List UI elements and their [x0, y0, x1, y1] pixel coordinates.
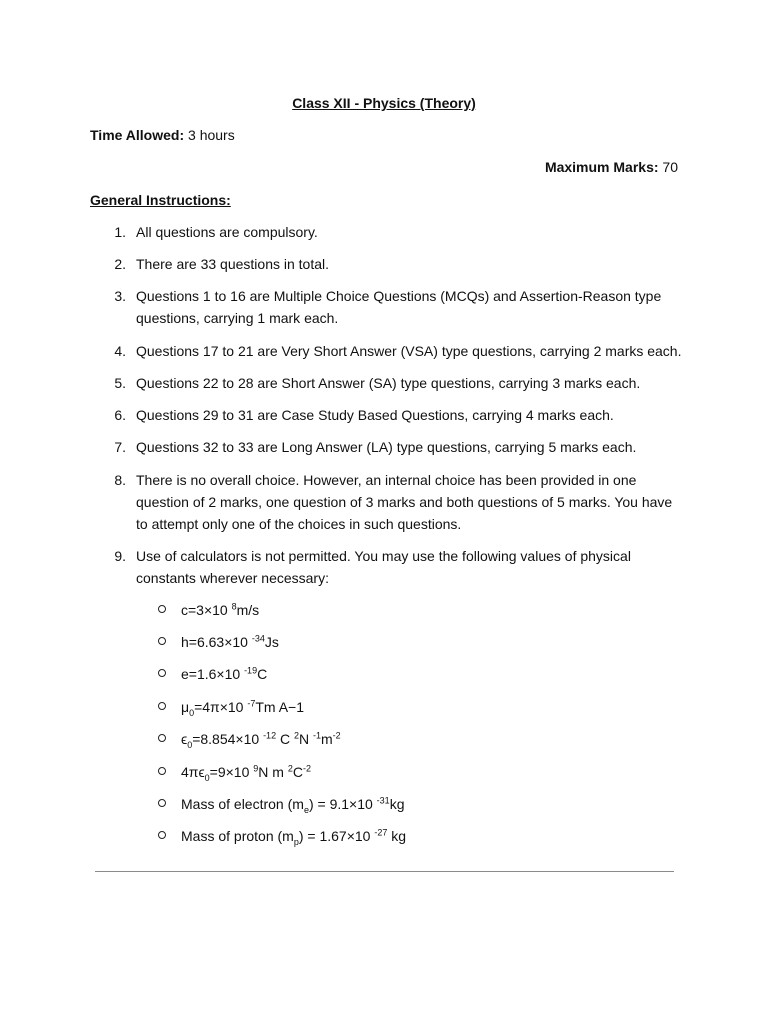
circle-bullet-icon	[158, 831, 166, 839]
circle-bullet-icon	[158, 799, 166, 807]
constant-electron-charge	[158, 663, 658, 685]
general-instructions-heading: General Instructions:	[90, 192, 231, 208]
instruction-text: Use of calculators is not permitted. You may use the following values of physical constants wherever necessary:	[136, 548, 631, 586]
circle-bullet-icon	[158, 669, 166, 677]
constant-text: Mass of proton $(m_p) = 1.67\times 10$ $^{-27}$ kg	[181, 827, 407, 847]
instruction-text: Questions 32 to 33 are Long Answer (LA) type questions, carrying 5 marks each.	[136, 439, 637, 455]
constant-permeability	[158, 696, 658, 718]
constant-text: h=6.63×10 $^{-34}$Js	[181, 633, 279, 650]
maximum-marks	[545, 156, 678, 178]
circle-bullet-icon	[158, 734, 166, 742]
constant-text: Mass of electron $(m_e) = 9.1\times 10$ $^{-31}$kg	[181, 795, 405, 815]
instruction-number: 7.	[114, 439, 126, 455]
instruction-number: 1.	[114, 224, 126, 240]
instruction-text: There are 33 questions in total.	[136, 256, 330, 272]
instruction-text: All questions are compulsory.	[136, 224, 318, 240]
instruction-text: Questions 1 to 16 are Multiple Choice Questions (MCQs) and Assertion-Reason type questions, carrying 1 mark each.	[136, 288, 662, 326]
max-marks-value: 70	[662, 159, 678, 175]
instruction-text: Questions 17 to 21 are Very Short Answer (VSA) type questions, carrying 2 marks each.	[136, 343, 682, 359]
constant-planck	[158, 631, 658, 653]
instruction-number: 4.	[114, 343, 126, 359]
instruction-text: Questions 29 to 31 are Case Study Based Questions, carrying 4 marks each.	[136, 407, 614, 423]
constant-permittivity	[158, 728, 658, 750]
instruction-text: Questions 22 to 28 are Short Answer (SA) type questions, carrying 3 marks each.	[136, 375, 641, 391]
instruction-number: 6.	[114, 407, 126, 423]
circle-bullet-icon	[158, 637, 166, 645]
constant-text: $4\pi\epsilon_0=9\times 10$ $^9$N m $^2C^{-2}$	[181, 763, 311, 783]
instruction-number: 9.	[114, 548, 126, 564]
horizontal-divider	[95, 871, 674, 872]
constant-speed-of-light	[158, 599, 658, 621]
circle-bullet-icon	[158, 605, 166, 613]
time-allowed	[90, 124, 235, 146]
constant-proton-mass	[158, 825, 658, 847]
constant-electron-mass	[158, 793, 658, 815]
page-title: Class XII - Physics (Theory)	[292, 95, 476, 111]
circle-bullet-icon	[158, 767, 166, 775]
instruction-text: There is no overall choice. However, an internal choice has been provided in one question of 2 marks, one question of 3 marks and both questions of 5 marks. You have to attempt only one of the choices in such questions.	[136, 472, 673, 532]
constant-text: $\mu_0=4\pi\times 10$ $^{-7}$Tm A−1	[181, 698, 305, 718]
time-allowed-value: 3 hours	[188, 127, 235, 143]
time-allowed-label: Time Allowed:	[90, 127, 185, 143]
constant-coulomb	[158, 761, 658, 783]
instruction-number: 5.	[114, 375, 126, 391]
instruction-number: 2.	[114, 256, 126, 272]
constant-text: e=1.6×10 $^{-19}$C	[181, 665, 268, 682]
max-marks-label: Maximum Marks:	[544, 159, 659, 175]
constant-text: $\epsilon_0=8.854\times 10$ $^{-12}$ C $^2$N $^{-1}m^{-2}$	[181, 730, 341, 750]
instruction-number: 8.	[114, 472, 126, 488]
constant-text: c=3×10 $^8$m/s	[181, 601, 260, 618]
instruction-number: 3.	[114, 288, 126, 304]
circle-bullet-icon	[158, 702, 166, 710]
